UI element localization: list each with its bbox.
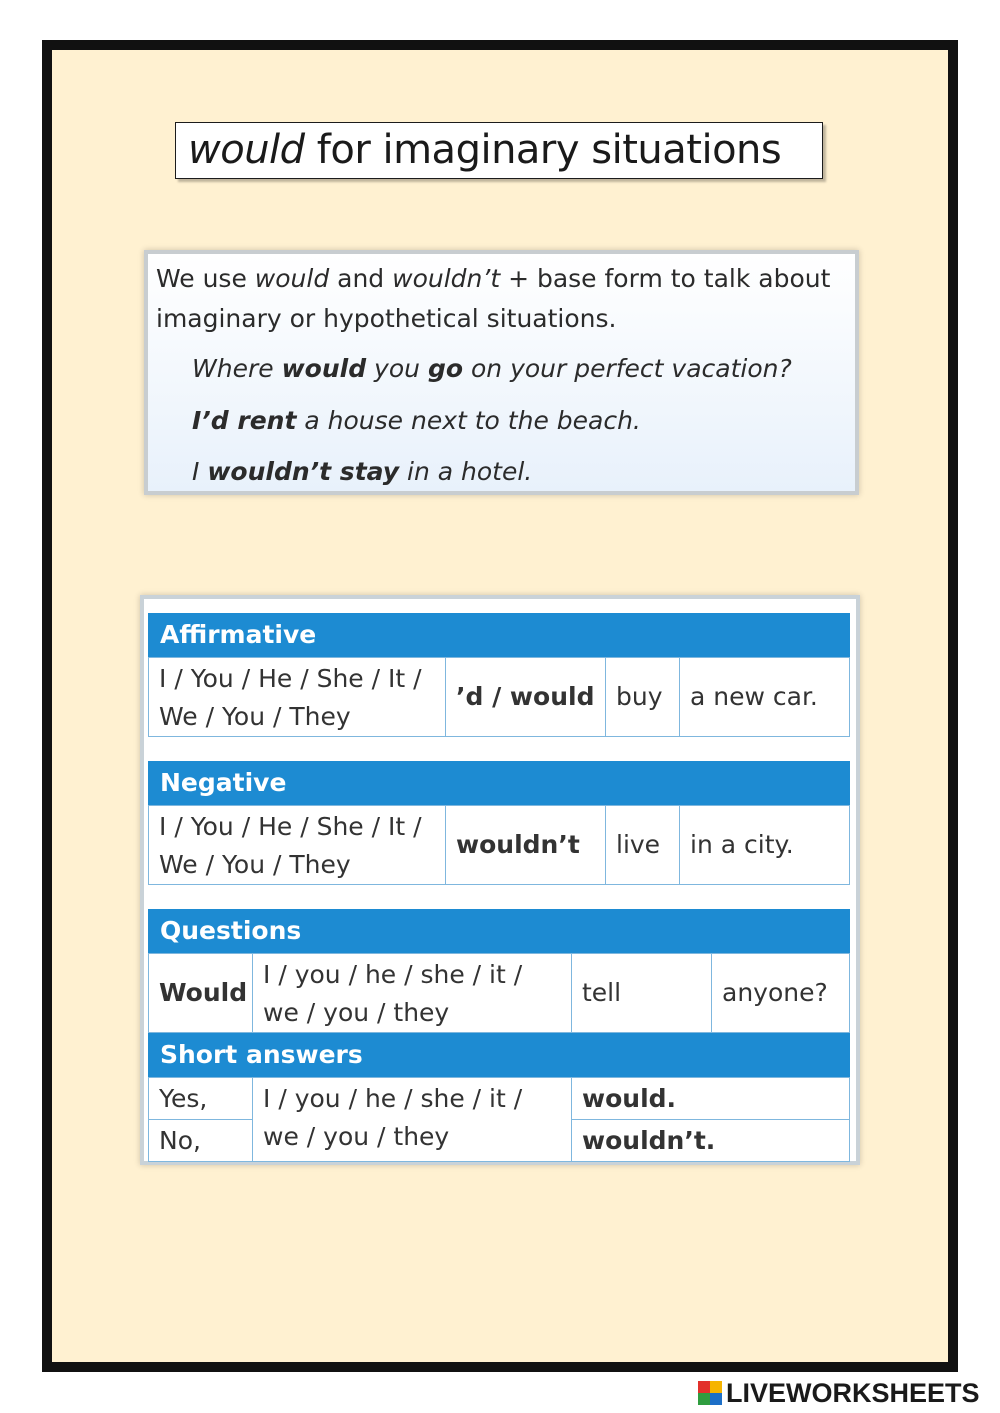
questions-aux: Would (148, 953, 253, 1033)
questions-subject-line-1: I / you / he / she / it / (263, 960, 523, 989)
short-answers-heading: Short answers (148, 1033, 850, 1077)
negative-verb: live (605, 805, 680, 885)
example-3: I wouldn’t stay in a hotel. (192, 457, 533, 486)
logo-squares-icon (698, 1381, 722, 1405)
negative-aux: wouldn’t (445, 805, 606, 885)
questions-complement: anyone? (711, 953, 850, 1033)
example-1: Where would you go on your perfect vacation? (192, 354, 792, 383)
title-rest: for imaginary situations (304, 127, 782, 173)
note-line-2: imaginary or hypothetical situations. (156, 304, 617, 333)
short-answers-subject (252, 1077, 572, 1162)
short-answer-positive: would. (571, 1077, 850, 1120)
short-answer-negative: wouldn’t. (571, 1119, 850, 1162)
affirmative-heading: Affirmative (148, 613, 850, 657)
negative-subject (148, 805, 446, 885)
affirmative-subject-line-2: We / You / They (159, 702, 351, 731)
short-answers-subject-line-2: we / you / they (263, 1122, 450, 1151)
affirmative-subject (148, 657, 446, 737)
negative-heading: Negative (148, 761, 850, 805)
negative-subject-line-1: I / You / He / She / It / (159, 812, 422, 841)
liveworksheets-logo (698, 1378, 980, 1408)
negative-subject-line-2: We / You / They (159, 850, 351, 879)
affirmative-complement: a new car. (679, 657, 850, 737)
questions-heading: Questions (148, 909, 850, 953)
short-answer-yes: Yes, (148, 1077, 253, 1120)
questions-verb: tell (571, 953, 712, 1033)
short-answer-no: No, (148, 1119, 253, 1162)
questions-subject-line-2: we / you / they (263, 998, 450, 1027)
brand-name: LIVEWORKSHEETS (726, 1377, 980, 1408)
page-title (175, 122, 823, 179)
affirmative-subject-line-1: I / You / He / She / It / (159, 664, 422, 693)
affirmative-verb: buy (605, 657, 680, 737)
usage-note (144, 250, 859, 495)
questions-subject (252, 953, 572, 1033)
negative-complement: in a city. (679, 805, 850, 885)
short-answers-subject-line-1: I / you / he / she / it / (263, 1084, 523, 1113)
title-italic: would (188, 127, 305, 173)
affirmative-aux: ’d / would (445, 657, 606, 737)
grammar-table (140, 595, 860, 1165)
example-2: I’d rent a house next to the beach. (192, 406, 641, 435)
note-line-1: We use would and wouldn’t + base form to talk about (156, 264, 831, 293)
